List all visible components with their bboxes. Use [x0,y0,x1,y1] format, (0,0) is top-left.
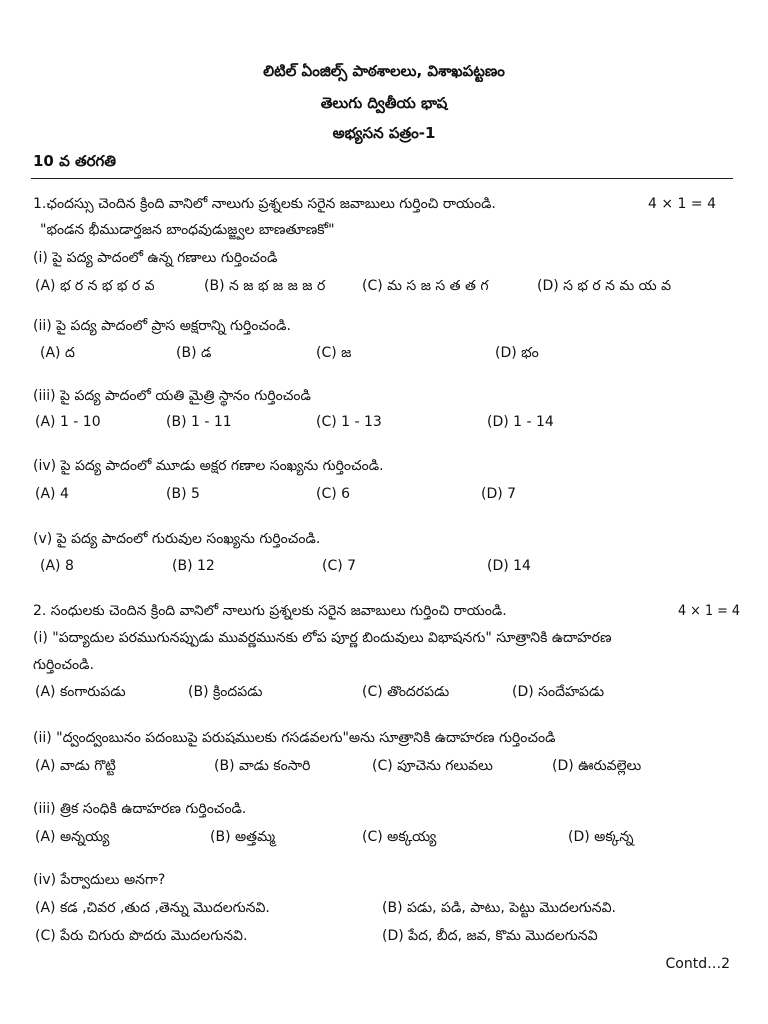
q1-p3-option-a: (A) 1 - 10 [35,414,101,430]
q2-marks: 4 × 1 = 4 [678,603,741,619]
q2-p3-option-a: (A) అన్నయ్య [35,829,110,845]
q1-p3-option-c: (C) 1 - 13 [316,414,382,430]
q2-p3-option-c: (C) అక్కయ్య [362,829,437,845]
q1-p3-option-d: (D) 1 - 14 [487,414,554,430]
worksheet-title: అభ్యసన పత్రం-1 [332,124,436,142]
q2-p1-option-b: (B) క్రిందపడు [188,684,263,700]
q1-part-4: (iv) పై పద్య పాదంలో మూడు అక్షర గణాల సంఖ్యను గుర్తించండి. [33,458,384,474]
q2-part-4: (iv) పేర్వాదులు అనగా? [33,872,166,888]
q1-p2-option-b: (B) డ [176,345,212,361]
q2-p1-option-c: (C) తొందరపడు [362,684,450,700]
q1-p1-option-b: (B) న జ భ జ జ జ ర [204,278,326,294]
q1-p5-option-a: (A) 8 [40,558,74,574]
q2-p2-option-d: (D) ఊరువల్లెలు [552,758,642,774]
q2-p4-option-b: (B) పడు, పడి, పాటు, పెట్టు మొదలగునవి. [382,900,616,916]
q2-part-2: (ii) "ద్వంద్వంబునం పదంబుపై పరుషములకు గసడవలగు"అను సూత్రానికి ఉదాహరణ గుర్తించండి [33,730,556,746]
q2-p3-option-b: (B) అత్తమ్మ [210,829,276,845]
q1-p4-option-b: (B) 5 [166,486,200,502]
q1-instruction: 1.ఛందస్సు చెందిన క్రింది వానిలో నాలుగు ప్రశ్నలకు సరైన జవాబులు గుర్తించి రాయండి. [33,196,496,212]
q1-p2-option-c: (C) జ [316,345,352,361]
q2-p3-option-d: (D) అక్కన్న [568,829,634,845]
q2-p2-option-b: (B) వాడు కంసారి [214,758,311,774]
q1-p4-option-a: (A) 4 [35,486,69,502]
school-name: లిటిల్ ఏంజిల్స్ పాఠశాలలు, విశాఖపట్టణం [263,62,505,80]
q1-p2-option-a: (A) ద [40,345,75,361]
q2-p1-option-d: (D) సందేహపడు [512,684,605,700]
q1-p3-option-b: (B) 1 - 11 [166,414,232,430]
q1-verse: "భండన భీముడార్తజన బాంధవుడుజ్జ్వల బాణతూణకో" [40,222,335,238]
q2-instruction: 2. సంధులకు చెందిన క్రింది వానిలో నాలుగు ప్రశ్నలకు సరైన జవాబులు గుర్తించి రాయండి. [33,603,507,619]
q1-p2-option-d: (D) భం [495,345,539,361]
q2-p4-option-d: (D) పేద, బీద, జవ, కొమ మొదలగునవి [382,928,598,944]
q1-part-1: (i) పై పద్య పాదంలో ఉన్న గణాలు గుర్తించండి [33,250,278,266]
q2-part-3: (iii) త్రిక సంధికి ఉదాహరణ గుర్తించండి. [33,801,247,817]
q2-p4-option-a: (A) కడ ,చివర ,తుద ,తెన్ను మొదలగునవి. [35,900,270,916]
q1-p4-option-c: (C) 6 [316,486,351,502]
class-label: 10 వ తరగతి [33,152,117,170]
q1-part-2: (ii) పై పద్య పాదంలో ప్రాస అక్షరాన్ని గుర్తించండి. [33,318,291,334]
q2-part-1-line2: గుర్తించండి. [33,657,94,673]
q1-part-3: (iii) పై పద్య పాదంలో యతి మైత్రి స్థానం గుర్తించండి [33,388,311,404]
subject-title: తెలుగు ద్వితీయ భాష [320,94,448,112]
q1-marks: 4 × 1 = 4 [648,196,716,212]
q1-p1-option-a: (A) భ ర న భ భ ర వ [35,278,155,294]
q1-p1-option-d: (D) స భ ర న మ య వ [537,278,672,294]
q1-p5-option-d: (D) 14 [487,558,531,574]
q2-p4-option-c: (C) పేరు చిగురు పొదరు మొదలగునవి. [35,928,248,944]
q2-p2-option-a: (A) వాడు గొట్టి [35,758,116,774]
q1-part-5: (v) పై పద్య పాదంలో గురువుల సంఖ్యను గుర్తించండి. [33,531,321,547]
continued-note: Contd…2 [665,956,730,972]
q2-p2-option-c: (C) పూచెను గలువలు [372,758,493,774]
q2-p1-option-a: (A) కంగారుపడు [35,684,126,700]
divider [31,178,733,179]
q1-p5-option-c: (C) 7 [322,558,357,574]
q2-part-1-line1: (i) "పద్యాదుల పరముగునప్పుడు మువర్ణమునకు లోప పూర్ణ బిందువులు విభాషనగు" సూత్రానికి ఉదాహరణ [33,630,612,646]
q1-p4-option-d: (D) 7 [481,486,517,502]
q1-p1-option-c: (C) మ స జ స త త గ [362,278,489,294]
q1-p5-option-b: (B) 12 [172,558,215,574]
